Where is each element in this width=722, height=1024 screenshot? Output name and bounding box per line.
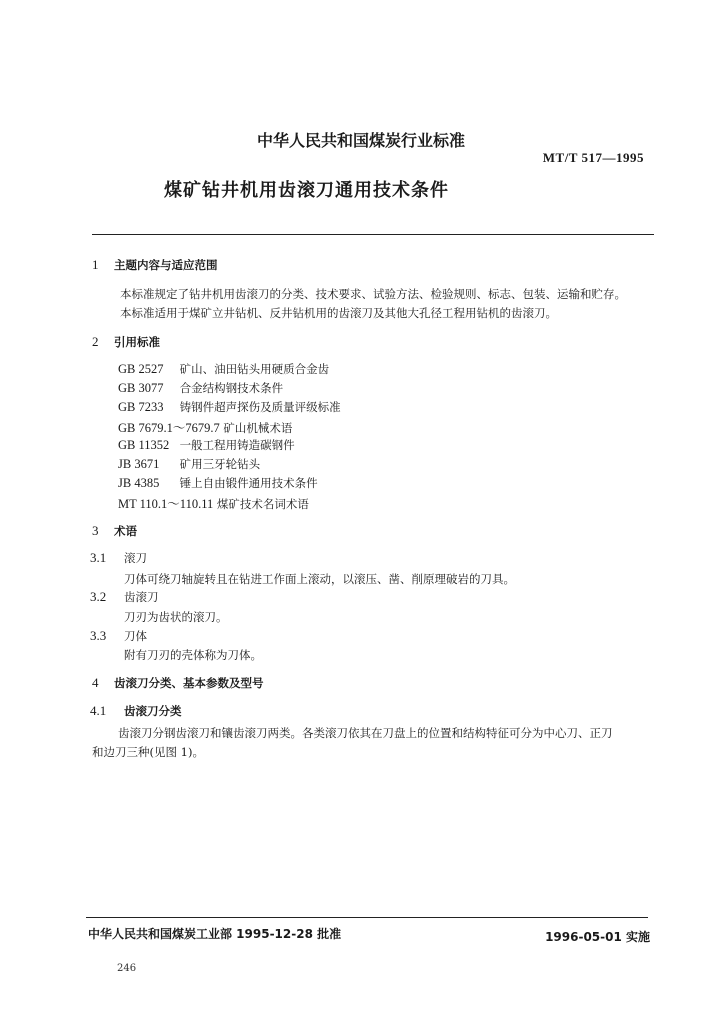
- reference-code: GB 7679.1～7679.7: [118, 421, 220, 435]
- reference-name: 一般工程用铸造碳钢件: [179, 438, 295, 452]
- footer-rule: [86, 917, 648, 918]
- section-1-para-1: 本标准规定了钻井机用齿滚刀的分类、技术要求、试验方法、检验规则、标志、包装、运输和贮存。: [120, 287, 626, 301]
- section-1-title: 主题内容与适应范围: [114, 258, 218, 272]
- reference-name: 矿山机械术语: [223, 421, 293, 435]
- reference-item: [118, 494, 309, 512]
- reference-item: [118, 361, 329, 377]
- standard-code: MT/T 517—1995: [542, 150, 644, 165]
- reference-name: 锤上自由锻件通用技术条件: [179, 476, 318, 490]
- term-name: 刀体: [124, 629, 147, 643]
- section-3-number: 3: [92, 523, 99, 538]
- approval-line: 中华人民共和国煤炭工业部 1995-12-28 批准: [88, 927, 342, 941]
- effective-date: 1996-05-01 实施: [545, 930, 650, 944]
- reference-item: [118, 456, 260, 472]
- reference-code: GB 3077: [118, 381, 164, 395]
- issuing-organization: 中华人民共和国煤炭行业标准: [256, 131, 465, 150]
- term-definition: 刀体可绕刀轴旋转且在钻进工作面上滚动，以滚压、凿、削原理破岩的刀具。: [124, 572, 515, 586]
- section-2-heading: [92, 334, 160, 350]
- subsection-4-1-para-line-2: 和边刀三种(见图 1)。: [92, 745, 204, 759]
- term-definition: 附有刀刃的壳体称为刀体。: [124, 648, 262, 662]
- reference-item: [118, 380, 283, 396]
- term-3-2: [90, 589, 159, 605]
- subsection-4-1-title: 齿滚刀分类: [124, 704, 182, 718]
- reference-code: JB 4385: [118, 476, 160, 490]
- reference-code: GB 7233: [118, 400, 164, 414]
- term-number: 3.3: [90, 628, 107, 643]
- reference-code: MT 110.1～110.11: [118, 497, 214, 511]
- section-1-para-2: 本标准适用于煤矿立井钻机、反井钻机用的齿滚刀及其他大孔径工程用钻机的齿滚刀。: [120, 306, 557, 320]
- reference-code: GB 2527: [118, 362, 164, 376]
- section-2-number: 2: [92, 334, 99, 349]
- section-3-heading: [92, 523, 137, 539]
- term-name: 齿滚刀: [124, 590, 159, 604]
- reference-item: [118, 418, 292, 436]
- document-title: 煤矿钻井机用齿滚刀通用技术条件: [164, 180, 449, 201]
- term-name: 滚刀: [124, 551, 147, 565]
- section-3-title: 术语: [114, 524, 137, 538]
- term-3-1: [90, 550, 147, 566]
- subsection-4-1-heading: [90, 703, 182, 719]
- term-number: 3.2: [90, 589, 107, 604]
- term-3-3: [90, 628, 147, 644]
- reference-code: GB 11352: [118, 438, 170, 452]
- reference-name: 铸钢件超声探伤及质量评级标准: [179, 400, 341, 414]
- reference-name: 矿山、油田钻头用硬质合金齿: [179, 362, 330, 376]
- reference-code: JB 3671: [118, 457, 160, 471]
- reference-item: [118, 475, 318, 491]
- header-rule: [92, 234, 654, 235]
- page-number: 246: [117, 963, 137, 974]
- reference-item: [118, 399, 341, 415]
- subsection-4-1-para-line-1: 齿滚刀分钢齿滚刀和镶齿滚刀两类。各类滚刀依其在刀盘上的位置和结构特征可分为中心刀、正刀: [118, 726, 613, 740]
- section-4-number: 4: [92, 675, 99, 690]
- section-4-title: 齿滚刀分类、基本参数及型号: [114, 676, 264, 690]
- reference-name: 合金结构钢技术条件: [179, 381, 284, 395]
- term-definition: 刀刃为齿状的滚刀。: [124, 610, 228, 624]
- section-1-number: 1: [92, 257, 99, 272]
- section-1-heading: [92, 257, 218, 273]
- section-4-heading: [92, 675, 264, 691]
- reference-name: 矿用三牙轮钻头: [179, 457, 261, 471]
- section-2-title: 引用标准: [114, 335, 160, 349]
- term-number: 3.1: [90, 550, 107, 565]
- reference-name: 煤矿技术名词术语: [216, 497, 309, 511]
- reference-item: [118, 437, 295, 453]
- subsection-4-1-number: 4.1: [90, 703, 107, 718]
